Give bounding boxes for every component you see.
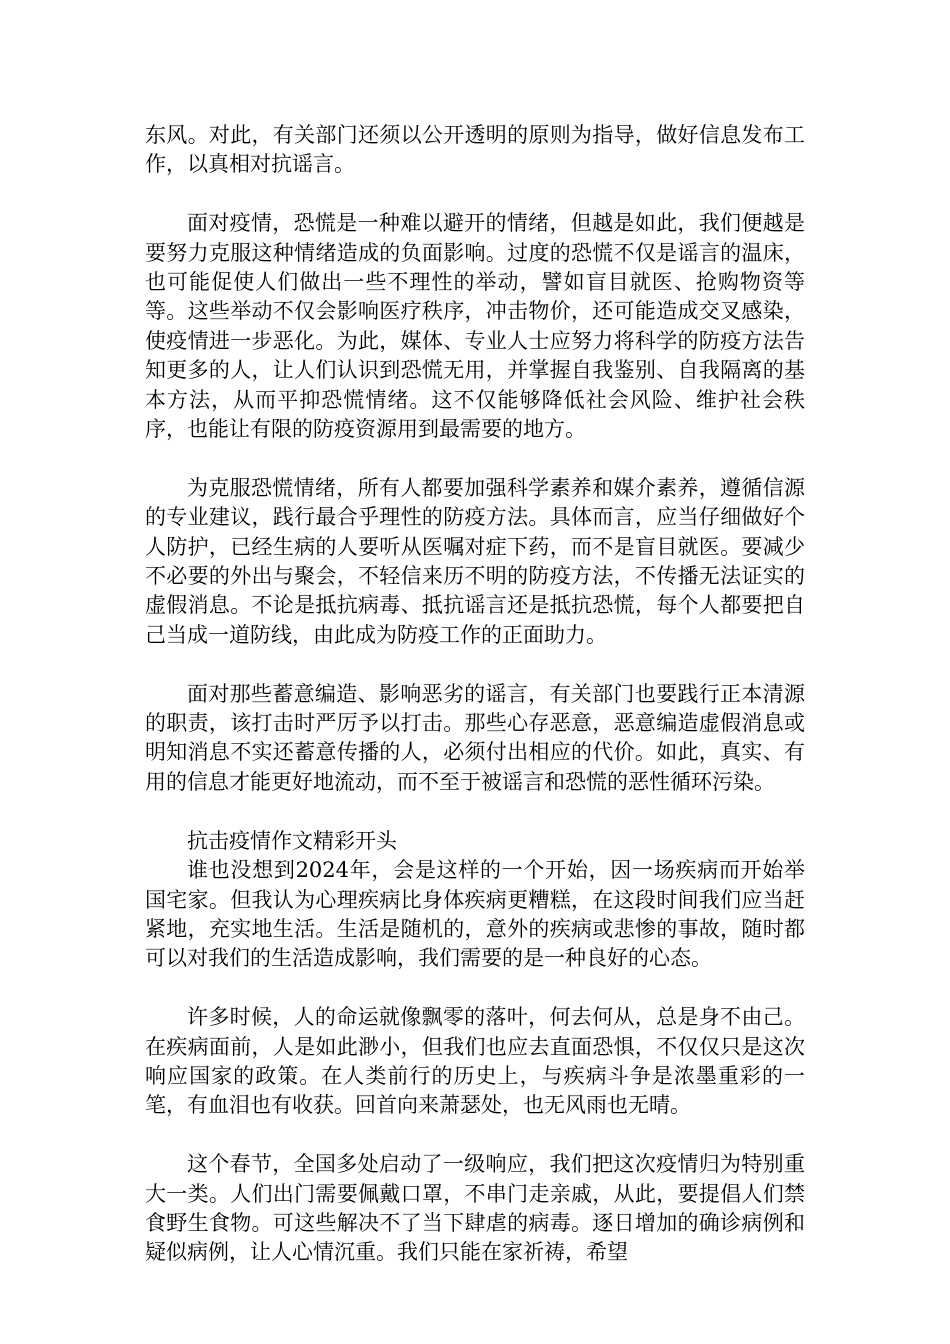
section-heading: 抗击疫情作文精彩开头 bbox=[187, 828, 397, 853]
paragraph-5: 谁也没想到2024年，会是这样的一个开始，因一场疾病而开始举国宅家。但我认为心理疾病比身体疾病更糟糕，在这段时间我们应当赶紧地，充实地生活。生活是随机的，意外的疾病或悲惨的事故，随时都可以对我们的生活造成影响，我们需要的是一种良好的心态。 bbox=[145, 858, 805, 971]
paragraph-3: 为克服恐慌情绪，所有人都要加强科学素养和媒介素养，遵循信源的专业建议，践行最合乎理性的防疫方法。具体而言，应当仔细做好个人防护，已经生病的人要听从医嘱对症下药，而不是盲目就医。要减少不必要的外出与聚会，不轻信来历不明的防疫方法，不传播无法证实的虚假消息。不论是抵抗病毒、抵抗谣言还是抵抗恐慌，每个人都要把自己当成一道防线，由此成为防疫工作的正面助力。 bbox=[145, 475, 805, 647]
paragraph-7: 这个春节，全国多处启动了一级响应，我们把这次疫情归为特别重大一类。人们出门需要佩戴口罩，不串门走亲戚，从此，要提倡人们禁食野生食物。可这些解决不了当下肆虐的病毒。逐日增加的确诊病例和疑似病例，让人心情沉重。我们只能在家祈祷，希望 bbox=[145, 1152, 805, 1265]
paragraph-6: 许多时候，人的命运就像飘零的落叶，何去何从，总是身不由己。在疾病面前，人是如此渺小，但我们也应去直面恐惧，不仅仅只是这次响应国家的政策。在人类前行的历史上，与疾病斗争是浓墨重彩的一笔，有血泪也有收获。回首向来萧瑟处，也无风雨也无晴。 bbox=[145, 1005, 805, 1118]
paragraph-4: 面对那些蓄意编造、影响恶劣的谣言，有关部门也要践行正本清源的职责，该打击时严厉予以打击。那些心存恶意，恶意编造虚假消息或明知消息不实还蓄意传播的人，必须付出相应的代价。如此，真实、有用的信息才能更好地流动，而不至于被谣言和恐慌的恶性循环污染。 bbox=[145, 681, 805, 794]
document-body bbox=[145, 121, 805, 1268]
paragraph-1: 东风。对此，有关部门还须以公开透明的原则为指导，做好信息发布工作，以真相对抗谣言。 bbox=[145, 123, 805, 177]
paragraph-2: 面对疫情，恐慌是一种难以避开的情绪，但越是如此，我们便越是要努力克服这种情绪造成的负面影响。过度的恐慌不仅是谣言的温床，也可能促使人们做出一些不理性的举动，譬如盲目就医、抢购物资等等。这些举动不仅会影响医疗秩序，冲击物价，还可能造成交叉感染，使疫情进一步恶化。为此，媒体、专业人士应努力将科学的防疫方法告知更多的人，让人们认识到恐慌无用，并掌握自我鉴别、自我隔离的基本方法，从而平抑恐慌情绪。这不仅能够降低社会风险、维护社会秩序，也能让有限的防疫资源用到最需要的地方。 bbox=[145, 211, 805, 442]
